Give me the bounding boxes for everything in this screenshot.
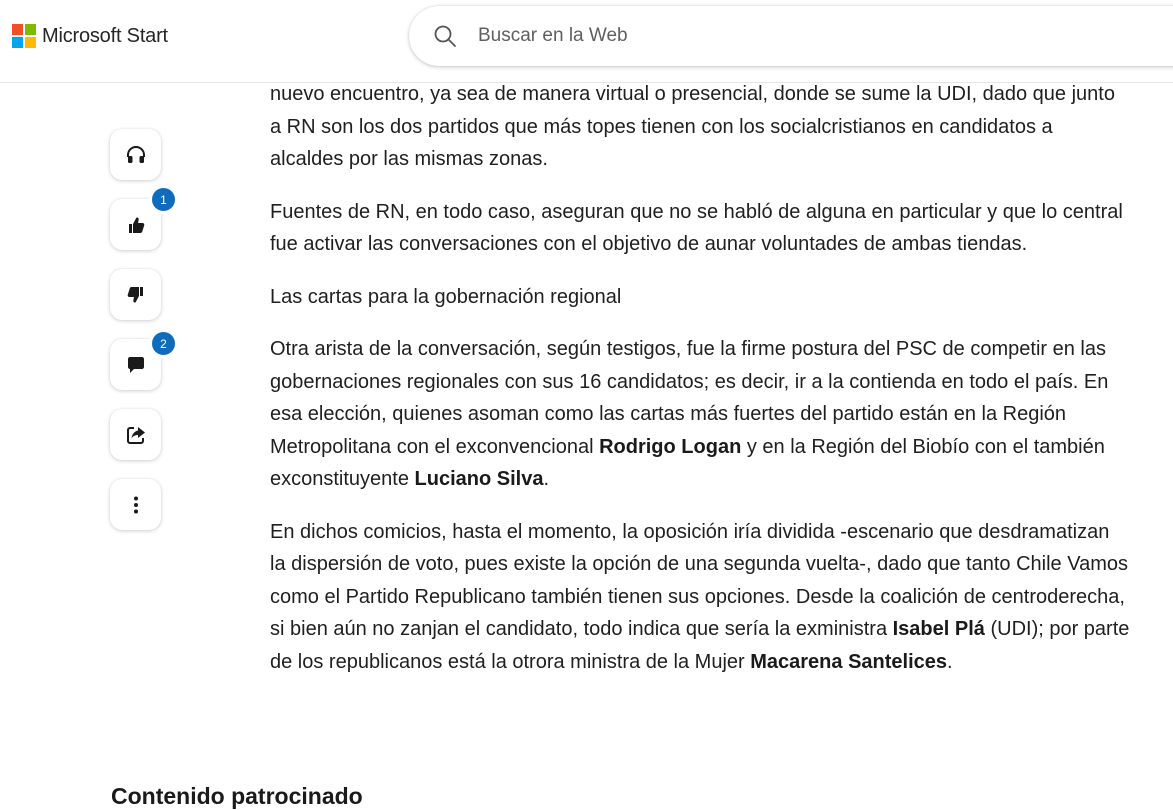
- share-button[interactable]: [110, 409, 161, 460]
- comment-count-badge: 2: [149, 329, 178, 358]
- more-vertical-icon: [125, 494, 147, 516]
- article-paragraph: Fuentes de RN, en todo caso, aseguran que no se habló de alguna en particular y que lo central fue activar las conversaciones con el objetivo de aunar voluntades de ambas tiendas.: [270, 200, 1123, 255]
- paragraph-text: y en la Región del Biobío con el también exconstituyente: [270, 435, 1105, 490]
- paragraph-text: .: [947, 650, 953, 673]
- article-subheading: Las cartas para la gobernación regional: [270, 285, 622, 308]
- bold-name: Macarena Santelices: [750, 650, 948, 673]
- more-options-button[interactable]: [110, 479, 161, 530]
- paragraph-text: En dichos comicios, hasta el momento, la oposición iría dividida -escenario que desdramatizan la dispersión de voto, pues existe la opción de una segunda vuelta-, dado que tanto Chile Vamos como el Partido Republicano también tienen sus opciones. Desde la coalición de centroderecha, si bien aún no zanjan el candidato, todo indica que sería la exministra: [270, 520, 1128, 640]
- like-count-badge: 1: [149, 185, 178, 214]
- article-paragraph: [270, 333, 1130, 496]
- logo-square-yellow: [25, 37, 36, 48]
- article-paragraph: [270, 516, 1130, 679]
- article-body: [270, 78, 1130, 698]
- bold-name: Isabel Plá: [892, 618, 985, 640]
- thumbs-down-icon: [125, 284, 147, 306]
- logo-square-red: [12, 24, 23, 35]
- logo-square-blue: [12, 37, 23, 48]
- search-input[interactable]: [478, 22, 1078, 50]
- microsoft-logo-icon: [12, 24, 36, 48]
- thumbs-up-icon: [125, 214, 147, 236]
- top-bar: [0, 0, 1173, 83]
- dislike-button[interactable]: [110, 269, 161, 320]
- logo-square-green: [25, 24, 36, 35]
- paragraph-text: (UDI); por parte de los republicanos está la otrora ministra de la Mujer: [270, 618, 1130, 673]
- share-icon: [125, 424, 147, 446]
- bold-name: Rodrigo Logan: [599, 435, 742, 458]
- sponsored-content-heading: Contenido patrocinado: [111, 783, 363, 809]
- article-paragraph: nuevo encuentro, ya sea de manera virtual o presencial, donde se sume la UDI, dado que junto a RN son los dos partidos que más topes tienen con los socialcristianos en candidatos a alcaldes por las mismas zonas.: [270, 83, 1115, 170]
- paragraph-text: .: [543, 468, 550, 490]
- search-icon[interactable]: [432, 23, 458, 49]
- comment-icon: [125, 354, 147, 376]
- brand-name: Microsoft Start: [42, 24, 168, 47]
- listen-button[interactable]: [110, 129, 161, 180]
- paragraph-text: Otra arista de la conversación, según testigos, fue la firme postura del PSC de competir en las gobernaciones regionales con sus 16 candidatos; es decir, ir a la contienda en todo el país. En esa elección, quienes asoman como las cartas más fuertes del partido están en la Región Metropolitana con el exconvencional: [270, 338, 1109, 458]
- headphones-icon: [125, 144, 147, 166]
- search-bar[interactable]: [409, 6, 1173, 66]
- microsoft-start-logo[interactable]: [12, 24, 168, 48]
- bold-name: Luciano Silva: [414, 468, 544, 490]
